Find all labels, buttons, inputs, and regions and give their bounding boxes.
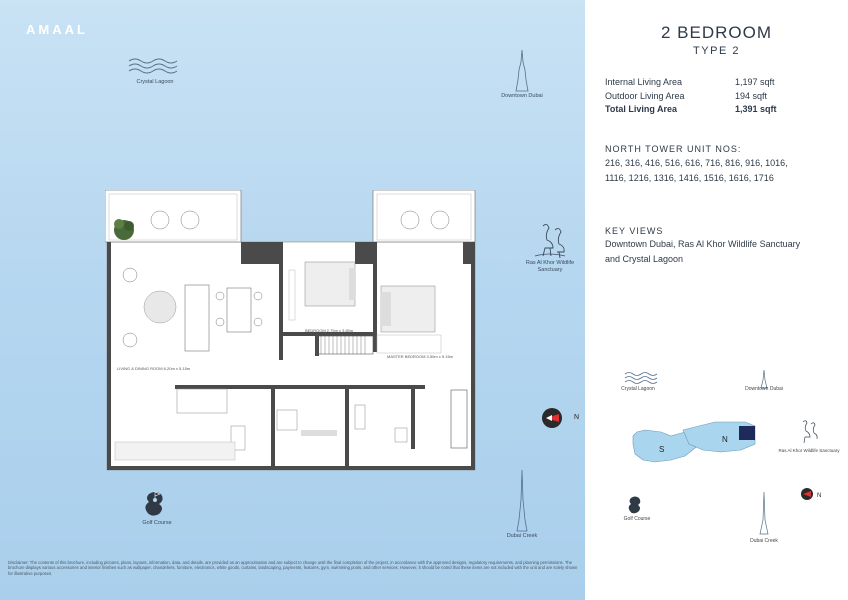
master-bedroom-label: MASTER BEDROOM 3.50m x 5.15m [387, 354, 454, 359]
wave-icon [127, 57, 183, 77]
key-creek-label: Dubai Creek [750, 538, 778, 544]
bedroom-label: BEDROOM 2.75m x 3.80m [305, 328, 354, 333]
crystal-lagoon-label: Crystal Lagoon [136, 79, 174, 85]
unit-numbers-list: 216, 316, 416, 516, 616, 716, 816, 916, 1016, 1116, 1216, 1316, 1416, 1516, 1616, 1716 [605, 158, 788, 183]
area-value: 1,197 sqft [735, 77, 775, 87]
area-value: 1,391 sqft [735, 104, 777, 114]
highlighted-unit [739, 426, 755, 440]
key-views-heading: KEY VIEWS [605, 226, 664, 236]
burj-khalifa-icon [512, 50, 532, 92]
dubai-creek-tower-icon [512, 470, 532, 532]
unit-numbers-heading: NORTH TOWER UNIT NOS: [605, 144, 742, 154]
area-label: Outdoor Living Area [605, 90, 685, 101]
golf-course-label: Golf Course [142, 520, 172, 526]
ras-al-khor-label: Ras Al Khor Wildlife Sanctuary [525, 260, 575, 273]
unit-type-subtitle: TYPE 2 [693, 45, 740, 57]
area-table [605, 77, 805, 118]
area-row [605, 91, 805, 105]
brand-logo: AMAAL [26, 22, 88, 37]
area-row-total [605, 104, 805, 118]
floor-plan [105, 190, 477, 472]
info-panel [585, 0, 848, 600]
area-label: Internal Living Area [605, 77, 683, 87]
balcony-right [373, 190, 475, 242]
golf-course-icon [143, 490, 169, 518]
key-plan [585, 370, 848, 550]
compass-north-label: N [574, 414, 580, 421]
key-north-label: N [722, 435, 728, 444]
key-downtown-label: Downtown Dubai [745, 386, 783, 392]
key-crystal-lagoon-label: Crystal Lagoon [621, 386, 655, 392]
area-value: 194 sqft [735, 90, 768, 101]
downtown-dubai-label: Downtown Dubai [501, 93, 543, 99]
key-south-label: S [659, 445, 665, 454]
dubai-creek-label: Dubai Creek [506, 533, 538, 539]
flamingo-icon [533, 222, 567, 258]
compass-icon [540, 405, 574, 431]
unit-type-title: 2 BEDROOM [660, 23, 773, 42]
living-room-label: LIVING & DINING ROOM 6.20m x 5.15m [117, 366, 191, 371]
area-label: Total Living Area [605, 104, 678, 114]
key-views-text: Downtown Dubai, Ras Al Khor Wildlife Sanctuary and Crystal Lagoon [605, 239, 801, 264]
area-row [605, 77, 805, 91]
key-golf-label: Golf Course [623, 516, 651, 522]
disclaimer-text: Disclaimer: The contents of this brochure, including pictures, plans, layouts, information, data, and details, are provided as an approximation and are subject to change until the final completion of the project, in accordance with the approved designs, regulatory requirements, and planning permissions. The brochure displays various accessories and interior finishes such as wallpaper, chandeliers, furniture, electronics, white goods, curtains, landscaping, payments, features, gym, swimming pools, and other services. However, it should be noted that these items are not included with the unit and are solely shown for illustrative purposes. [8, 560, 578, 576]
key-ras-al-khor-label: Ras Al Khor Wildlife Sanctuary [778, 448, 840, 453]
key-compass-label: N [817, 493, 822, 499]
